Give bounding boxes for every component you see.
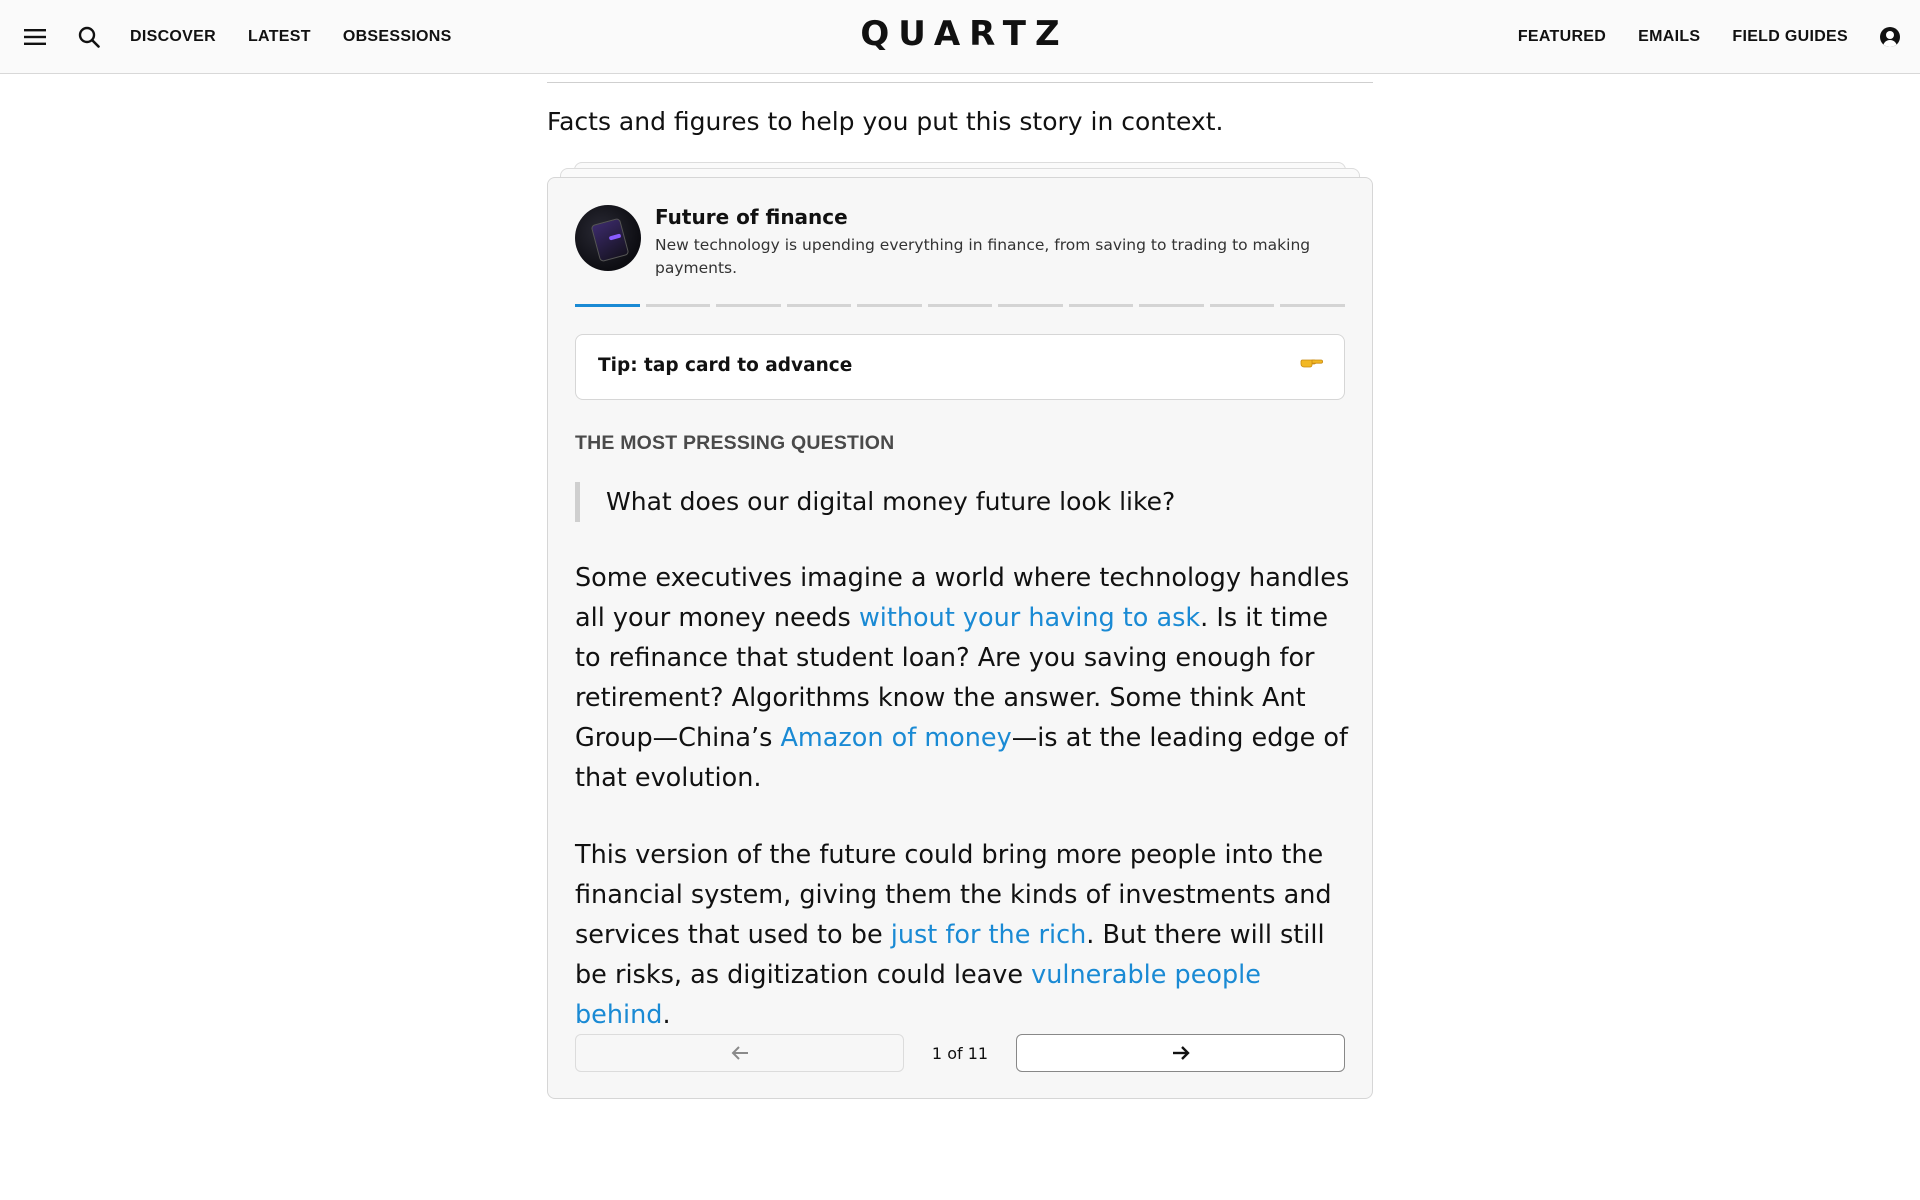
progress-segment [787, 304, 852, 307]
card-progress [575, 304, 1345, 307]
para2-text-1: This version of the future could bring more people into the financial system, giving them the kinds of investments and services that used to be [575, 840, 1332, 950]
para2-text-3: . [662, 1000, 671, 1030]
article-context [547, 74, 1373, 137]
story-card[interactable] [547, 177, 1373, 1099]
pointing-hand-icon [1300, 353, 1324, 377]
para1-text-3: —is at the leading edge of that evolution. [575, 723, 1348, 793]
card-title: Future of finance [655, 205, 848, 229]
section-label: THE MOST PRESSING QUESTION [575, 432, 895, 454]
next-card-button[interactable] [1016, 1034, 1345, 1072]
nav-emails[interactable]: EMAILS [1638, 28, 1701, 45]
nav-right [1518, 0, 1900, 74]
prev-card-button[interactable] [575, 1034, 904, 1072]
card-paragraph-1 [575, 558, 1355, 798]
tip-text: Tip: tap card to advance [598, 355, 853, 376]
progress-segment [1069, 304, 1134, 307]
link-amazon-of-money[interactable]: Amazon of money [780, 723, 1012, 753]
nav-obsessions[interactable]: OBSESSIONS [342, 28, 452, 45]
card-paragraph-2 [575, 835, 1355, 1035]
card-thumbnail [575, 205, 641, 271]
nav-featured[interactable]: FEATURED [1517, 28, 1607, 45]
progress-segment [928, 304, 993, 307]
divider [547, 82, 1373, 83]
account-icon[interactable] [1880, 27, 1900, 47]
link-vulnerable-people-behind[interactable]: vulnerable people behind [575, 960, 1261, 1030]
progress-segment [575, 304, 640, 307]
context-intro: Facts and figures to help you put this story in context. [547, 107, 1224, 136]
nav-discover[interactable]: DISCOVER [130, 28, 216, 45]
site-logo-text[interactable]: QUARTZ [860, 14, 1069, 54]
progress-segment [1280, 304, 1345, 307]
arrow-left-icon [731, 1046, 749, 1060]
progress-segment [998, 304, 1063, 307]
para2-text-2: . But there will still be risks, as digitization could leave [575, 920, 1325, 990]
account-icon-body [1883, 40, 1897, 47]
nav-latest[interactable]: LATEST [247, 28, 311, 45]
progress-segment [1139, 304, 1204, 307]
para1-text-1: Some executives imagine a world where technology handles all your money needs [575, 563, 1350, 633]
card-header [575, 205, 1345, 285]
page-count: 1 of 11 [931, 1043, 989, 1063]
progress-segment [1210, 304, 1275, 307]
card-description: New technology is upending everything in finance, from saving to trading to making payments. [655, 236, 1311, 277]
arrow-right-icon [1172, 1046, 1190, 1060]
nav-field-guides[interactable]: FIELD GUIDES [1732, 28, 1848, 45]
progress-segment [716, 304, 781, 307]
para1-text-2: . Is it time to refinance that student loan? Are you saving enough for retirement? Algorithms know the answer. Some think Ant Group—China’s [575, 603, 1329, 753]
account-icon-head [1886, 31, 1894, 39]
progress-segment [646, 304, 711, 307]
link-just-for-the-rich[interactable]: just for the rich [890, 920, 1087, 950]
link-without-your-having-to-ask[interactable]: without your having to ask [858, 603, 1201, 633]
pressing-question: What does our digital money future look like? [575, 482, 1345, 522]
card-pager [575, 1034, 1345, 1072]
progress-segment [857, 304, 922, 307]
site-header [0, 0, 1920, 74]
tip-banner[interactable] [575, 334, 1345, 400]
